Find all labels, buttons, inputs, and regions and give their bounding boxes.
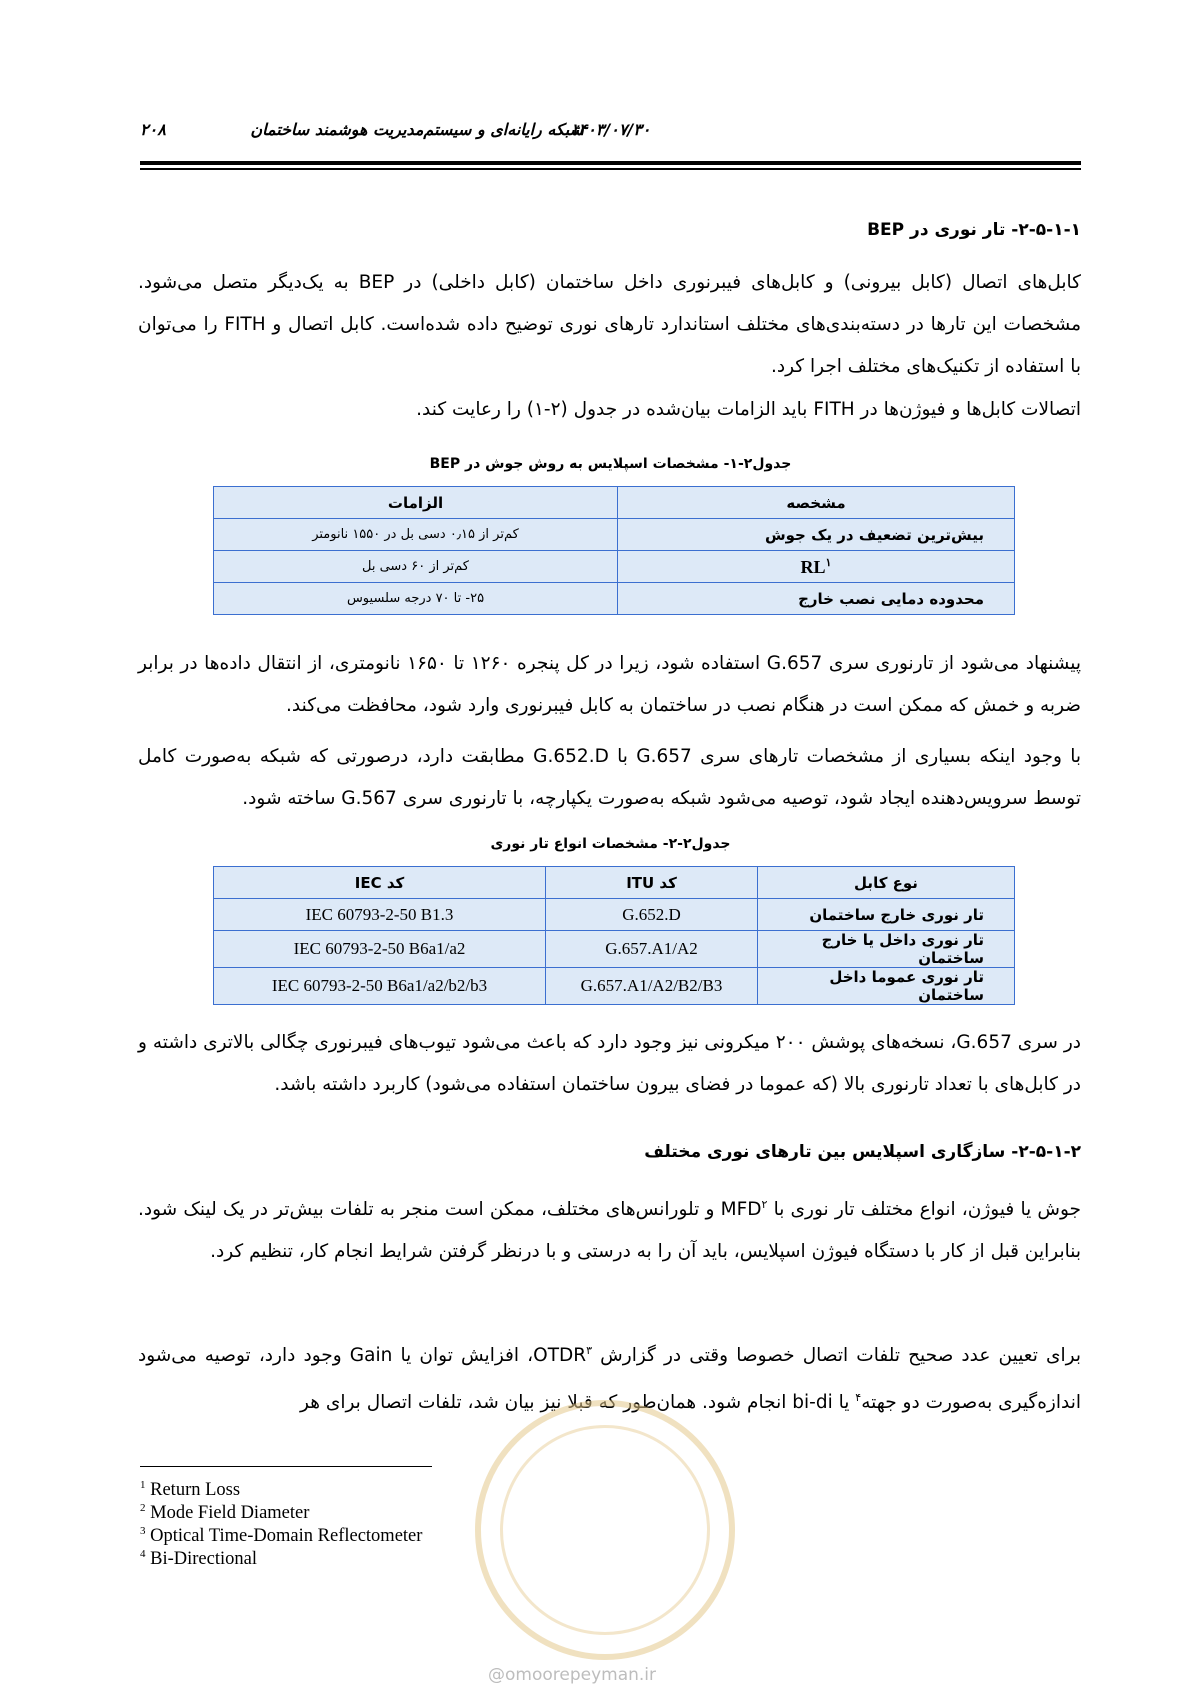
footnote-ref: ۱ [825, 556, 832, 569]
footnote-number: 4 [140, 1548, 146, 1560]
header-rule-thin [140, 168, 1081, 170]
header-date: ۱۴۰۳/۰۷/۳۰ [570, 120, 651, 139]
paragraph-text: یا bi-di انجام شود. همان‌طور که قبلا نیز بیان شد، تلفات اتصال برای هر [300, 1392, 856, 1414]
table-cell: تار نوری عموما داخل ساختمان [758, 968, 1015, 1005]
table-header-cell: الزامات [214, 487, 618, 519]
table-row [214, 551, 1015, 583]
header-title: شبکه رایانه‌ای و سیستم‌مدیریت هوشمند ساختمان [250, 120, 583, 139]
watermark-seal-inner [500, 1425, 710, 1635]
footnote-number: 2 [140, 1502, 146, 1514]
paragraph: در سری G.657، نسخه‌های پوشش ۲۰۰ میکرونی نیز وجود دارد که باعث می‌شود تیوب‌های فیبرنوری چگالی بالاتری داشته و در کابل‌های با تعداد تارنوری بالا (که عموما در فضای بیرون ساختمان استفاده می‌شود) کاربرد داشته باشد. [138, 1032, 1081, 1095]
table-cell: کم‌تر از ۰٫۱۵ دسی بل در ۱۵۵۰ نانومتر [214, 519, 618, 551]
rl-label: RL [800, 556, 826, 577]
table-caption: جدول۲-۲- مشخصات انواع تار نوری [490, 836, 731, 852]
table-cell: IEC 60793-2-50 B6a1/a2/b2/b3 [214, 968, 546, 1005]
header-rule-thick [140, 161, 1081, 165]
footnote [140, 1543, 257, 1571]
table-header-cell: کد ITU [546, 867, 758, 899]
footnote-text: Mode Field Diameter [150, 1503, 310, 1524]
footnote-text: Return Loss [150, 1480, 241, 1501]
table-header-cell: مشخصه [618, 487, 1015, 519]
table-cell [618, 551, 1015, 583]
table-header-cell: کد IEC [214, 867, 546, 899]
footnote-number: 1 [140, 1479, 146, 1491]
splice-spec-table [213, 486, 1015, 615]
paragraph [138, 1184, 1081, 1273]
footnote-ref: ۲ [761, 1198, 768, 1211]
table-caption: جدول۲-۱- مشخصات اسپلایس به روش جوش در BEP [429, 456, 792, 472]
table-cell: IEC 60793-2-50 B1.3 [214, 899, 546, 931]
section-heading-1: ۲-۵-۱-۱- تار نوری در BEP [867, 220, 1081, 240]
table-row [214, 968, 1015, 1005]
table-cell: بیش‌ترین تضعیف در یک جوش [618, 519, 1015, 551]
table-cell: محدوده دمایی نصب خارج [618, 583, 1015, 615]
table-row [214, 899, 1015, 931]
table-cell: تار نوری داخل یا خارج ساختمان [758, 931, 1015, 968]
paragraph-text: برای تعیین عدد صحیح تلفات اتصال خصوصا وقتی در گزارش OTDR [533, 1345, 1081, 1367]
footnote-rule [140, 1466, 432, 1467]
table-cell: G.657.A1/A2 [546, 931, 758, 968]
paragraph: با وجود اینکه بسیاری از مشخصات تارهای سری G.657 با G.652.D مطابقت دارد، درصورتی که شبکه به‌صورت کامل توسط سرویس‌دهنده ایجاد شود، توصیه می‌شود شبکه به‌صورت یکپارچه، با تارنوری سری G.567 ساخته شود. [138, 746, 1082, 809]
table-cell: G.657.A1/A2/B2/B3 [546, 968, 758, 1005]
table-row [214, 931, 1015, 968]
footnote-ref: ۳ [586, 1344, 593, 1357]
footnote-text: Optical Time-Domain Reflectometer [150, 1526, 423, 1547]
table-cell: کم‌تر از ۶۰ دسی بل [214, 551, 618, 583]
page-number: ۲۰۸ [140, 120, 166, 139]
table-header-cell: نوع کابل [758, 867, 1015, 899]
section-heading-2: ۲-۵-۱-۲- سازگاری اسپلایس بین تارهای نوری مختلف [644, 1142, 1081, 1162]
table-cell: تار نوری خارج ساختمان [758, 899, 1015, 931]
footnote-text: Bi-Directional [150, 1549, 257, 1570]
watermark-text: @omoorepeyman.ir [488, 1665, 657, 1685]
footnote-number: 3 [140, 1525, 146, 1537]
paragraph: اتصالات کابل‌ها و فیوژن‌ها در FITH باید الزامات بیان‌شده در جدول (۲-۱) را رعایت کند. [416, 399, 1081, 420]
table-cell: IEC 60793-2-50 B6a1/a2 [214, 931, 546, 968]
paragraph: کابل‌های اتصال (کابل بیرونی) و کابل‌های فیبرنوری داخل ساختمان (کابل داخلی) در BEP به یک‌دیگر متصل می‌شود. مشخصات این تارها در دسته‌بندی‌های مختلف استاندارد تارهای نوری توضیح داده شده‌است. کابل اتصال و FITH را می‌توان با استفاده از تکنیک‌های مختلف اجرا کرد. [138, 272, 1081, 377]
table-cell: ۲۵- تا ۷۰ درجه سلسیوس [214, 583, 618, 615]
table-row [214, 583, 1015, 615]
paragraph: پیشنهاد می‌شود از تارنوری سری G.657 استفاده شود، زیرا در کل پنجره ۱۲۶۰ تا ۱۶۵۰ نانومتری، از انتقال داده‌ها در برابر ضربه و خمش که ممکن است در هنگام نصب در ساختمان به کابل فیبرنوری وارد شود، محافظت می‌کند. [138, 653, 1081, 716]
footnote-ref: ۴ [855, 1391, 862, 1405]
paragraph-text: جوش یا فیوژن، انواع مختلف تار نوری با MFD [720, 1199, 1081, 1221]
table-header-row [214, 487, 1015, 519]
table-header-row [214, 867, 1015, 899]
paragraph-text: ، افزایش توان یا Gain وجود دارد، توصیه می‌شود اندازه‌گیری به‌صورت دو جهته [138, 1345, 1081, 1414]
table-row [214, 519, 1015, 551]
fiber-types-table [213, 866, 1015, 1005]
paragraph-text: و تلورانس‌های مختلف، ممکن است منجر به تلفات بیش‌تر در یک لینک شود. بنابراین قبل از کار با دستگاه فیوژن اسپلایس، باید آن را به درستی و با درنظر گرفتن شرایط انجام کار، تنظیم کرد. [138, 1199, 1081, 1263]
table-cell: G.652.D [546, 899, 758, 931]
